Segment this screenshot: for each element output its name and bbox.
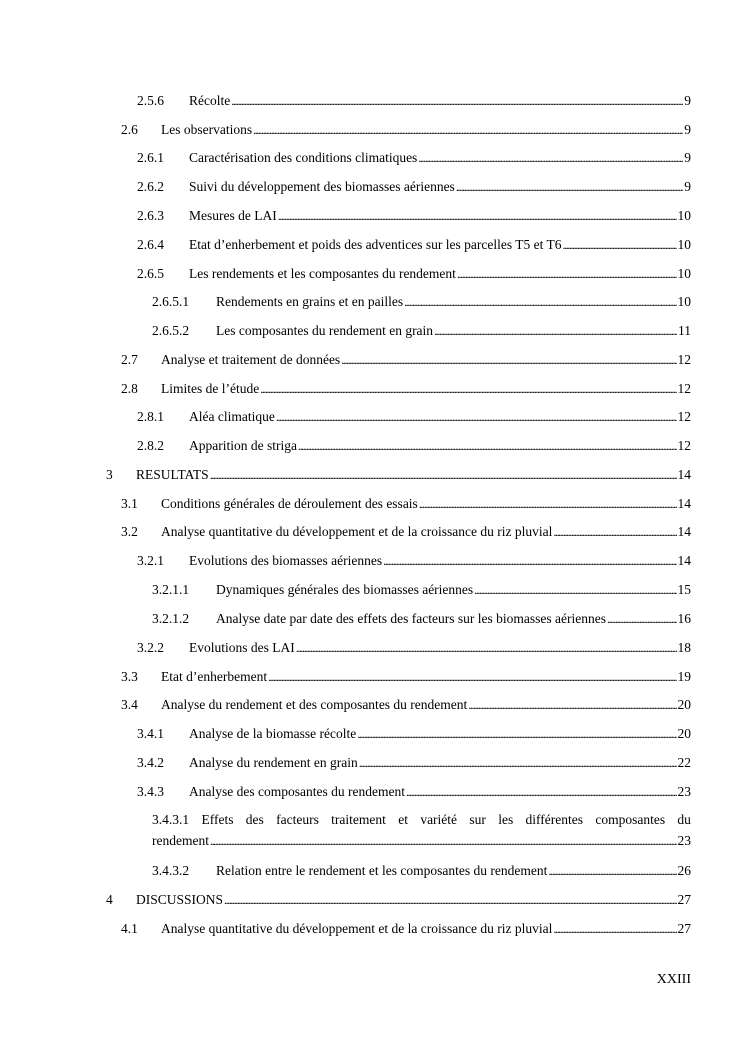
toc-page: 12 [677,381,691,396]
toc-entry[interactable] [106,466,691,484]
toc-number: 3.2.1.2 [152,611,190,626]
toc-entry[interactable] [137,408,691,426]
toc-number: 2.8.2 [137,438,164,453]
toc-page: 16 [677,611,691,626]
toc-number: 3.4.3.1 [152,812,190,827]
toc-entry[interactable] [106,891,691,909]
toc-page: 10 [677,266,691,281]
dot-leader [563,236,677,254]
toc-title-line1 [152,811,691,829]
toc-entry[interactable] [137,437,691,455]
toc-title: Caractérisation des conditions climatiques [189,150,418,165]
toc-number: 2.8 [121,381,138,396]
dot-leader [406,783,677,801]
toc-title: Relation entre le rendement et les composantes du rendement [216,863,548,878]
toc-title: Limites de l’étude [161,381,260,396]
toc-word: traitement [331,812,386,827]
toc-page: 23 [677,784,691,799]
toc-title: Analyse quantitative du développement et de la croissance du riz pluvial [161,921,553,936]
toc-number: 3.4.1 [137,726,164,741]
toc-number: 3.4.3 [137,784,164,799]
toc-entry[interactable] [137,178,691,196]
dot-leader [456,178,683,196]
toc-entry[interactable] [137,783,691,801]
toc-entry[interactable] [121,668,691,686]
toc-entry[interactable] [137,265,691,283]
toc-page: 26 [677,863,691,878]
toc-title: Analyse quantitative du développement et de la croissance du riz pluvial [161,524,553,539]
toc-title: Analyse date par date des effets des facteurs sur les biomasses aériennes [216,611,606,626]
dot-leader [357,725,676,743]
dot-leader [434,322,677,340]
toc-page: 18 [677,640,691,655]
toc-title: Analyse du rendement et des composantes du rendement [161,697,468,712]
toc-entry[interactable] [121,920,691,938]
toc-number: 3.3 [121,669,138,684]
toc-page: 27 [677,921,691,936]
toc-entry[interactable] [121,696,691,714]
toc-page: 19 [677,669,691,684]
toc-entry[interactable] [137,92,691,110]
toc-number: 2.6.1 [137,150,164,165]
toc-page: 15 [677,582,691,597]
toc-entry[interactable] [137,149,691,167]
toc-entry[interactable] [137,552,691,570]
toc-page: 22 [677,755,691,770]
dot-leader [607,610,677,628]
toc-entry[interactable] [137,639,691,657]
toc-page: 9 [684,93,691,108]
page-number: XXIII [656,972,691,987]
dot-leader [296,639,677,657]
toc-page: 14 [677,524,691,539]
toc-number: 3.2 [121,524,138,539]
toc-word: composantes [595,812,666,827]
toc-entry[interactable] [121,351,691,369]
toc-page: 27 [677,892,691,907]
toc-page: 14 [677,553,691,568]
dot-leader [268,668,676,686]
toc-page: 11 [678,323,691,338]
dot-leader [260,380,676,398]
dot-leader [418,149,683,167]
toc-title: Evolutions des LAI [189,640,295,655]
toc-page: 10 [677,237,691,252]
toc-title: Etat d’enherbement [161,669,268,684]
toc-title: Récolte [189,93,231,108]
toc-word: et [398,812,408,827]
toc-title: Analyse et traitement de données [161,352,341,367]
dot-leader [359,754,677,772]
toc-number: 2.7 [121,352,138,367]
toc-page: 12 [677,352,691,367]
toc-number: 2.6.4 [137,237,164,252]
toc-title: Analyse de la biomasse récolte [189,726,357,741]
toc-entry[interactable] [121,121,691,139]
toc-title: Mesures de LAI [189,208,277,223]
toc-title: Aléa climatique [189,409,275,424]
toc-number: 3.1 [121,496,138,511]
dot-leader [553,523,676,541]
toc-number: 3.4 [121,697,138,712]
toc-number: 2.8.1 [137,409,164,424]
toc-entry[interactable] [137,236,691,254]
toc-word: du [677,812,691,827]
toc-title: Dynamiques générales des biomasses aériennes [216,582,474,597]
toc-title-line2 [152,832,691,850]
toc-entry[interactable] [137,725,691,743]
toc-number: 3.2.2 [137,640,164,655]
toc-number: 2.6.5.1 [152,294,190,309]
toc-number: 3.2.1 [137,553,164,568]
toc-page: 9 [684,122,691,137]
toc-title: Rendements en grains et en pailles [216,294,404,309]
toc-number: 3.2.1.1 [152,582,190,597]
toc-word: Effets [201,812,234,827]
dot-leader [548,862,676,880]
toc-title: Analyse du rendement en grain [189,755,358,770]
dot-leader [419,495,677,513]
toc-word: des [245,812,264,827]
toc-number: 2.6.5.2 [152,323,190,338]
toc-word: différentes [525,812,584,827]
toc-page: 20 [677,697,691,712]
toc-title: Suivi du développement des biomasses aériennes [189,179,455,194]
toc-page: 10 [677,294,691,309]
toc-title: Les composantes du rendement en grain [216,323,434,338]
dot-leader [224,891,676,909]
toc-number: 2.5.6 [137,93,164,108]
dot-leader [210,832,677,850]
dot-leader [231,92,683,110]
toc-word: variété [420,812,458,827]
toc-title: Etat d’enherbement et poids des adventices sur les parcelles T5 et T6 [189,237,562,252]
toc-entry[interactable] [152,322,691,340]
toc-title: rendement [152,833,209,848]
toc-page: 12 [677,438,691,453]
toc-number: 2.6.2 [137,179,164,194]
toc-page: 14 [677,467,691,482]
toc-title: RESULTATS [136,467,209,482]
toc-title: DISCUSSIONS [136,892,224,907]
toc-page: 12 [677,409,691,424]
dot-leader [276,408,677,426]
dot-leader [553,920,676,938]
dot-leader [278,207,677,225]
toc-word: facteurs [276,812,319,827]
toc-page: 10 [677,208,691,223]
dot-leader [474,581,676,599]
toc-number: 2.6.5 [137,266,164,281]
toc-page: 9 [684,179,691,194]
toc-entry[interactable] [137,207,691,225]
dot-leader [383,552,676,570]
dot-leader [253,121,683,139]
dot-leader [468,696,676,714]
toc-page: 23 [677,833,691,848]
toc-number: 2.6 [121,122,138,137]
toc-entry-wrapped[interactable] [152,811,691,850]
toc-number: 3.4.3.2 [152,863,190,878]
dot-leader [341,351,676,369]
toc-page: 20 [677,726,691,741]
toc-number: 3.4.2 [137,755,164,770]
toc-entry[interactable] [121,495,691,513]
toc-number: 4 [106,892,113,907]
dot-leader [298,437,677,455]
toc-number: 3 [106,467,113,482]
toc-number: 2.6.3 [137,208,164,223]
dot-leader [457,265,677,283]
toc-entry[interactable] [152,293,691,311]
toc-entry[interactable] [152,581,691,599]
toc-entry[interactable] [152,610,691,628]
toc-entry[interactable] [152,862,691,880]
dot-leader [404,293,676,311]
toc-title: Les observations [161,122,253,137]
toc-title: Conditions générales de déroulement des essais [161,496,418,511]
toc-title: Apparition de striga [189,438,297,453]
toc-word: sur [469,812,486,827]
toc-page: 14 [677,496,691,511]
toc-entry[interactable] [121,380,691,398]
dot-leader [210,466,677,484]
toc-title: Evolutions des biomasses aériennes [189,553,383,568]
toc-page: 9 [684,150,691,165]
toc-title: Les rendements et les composantes du rendement [189,266,456,281]
toc-entry[interactable] [137,754,691,772]
toc-word: les [498,812,514,827]
toc-title: Analyse des composantes du rendement [189,784,405,799]
toc-number: 4.1 [121,921,138,936]
toc-entry[interactable] [121,523,691,541]
